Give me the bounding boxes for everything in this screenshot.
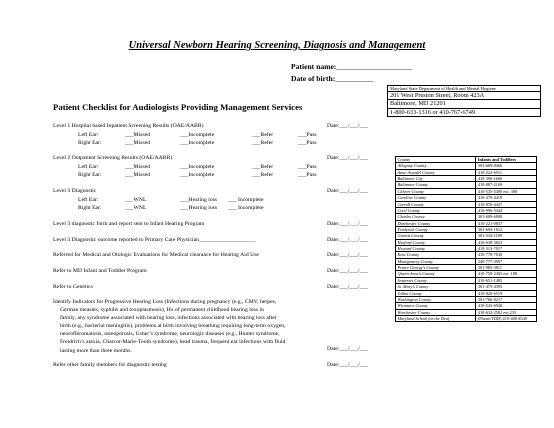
patient-name-label: Patient name: <box>291 62 337 71</box>
checklist-subtitle: Patient Checklist for Audiologists Providing Management Services <box>53 102 303 112</box>
level1-right-ear-incomplete[interactable]: ___Incomplete <box>180 140 215 146</box>
county-name: Queen Anne’s County <box>396 271 476 277</box>
level2-right-ear-label: Right Ear: <box>78 172 102 178</box>
level3-form-date[interactable]: Date:___/___/___ <box>327 221 369 227</box>
county-name: Frederick County <box>396 226 476 232</box>
county-phone: 410-479-4419 <box>476 195 537 201</box>
county-phone: 410-638-3823 <box>476 239 537 245</box>
county-name: Charles County <box>396 214 476 220</box>
dob-field[interactable]: __________ <box>335 74 374 83</box>
level1-left-ear-refer[interactable]: ___Refer <box>252 132 274 138</box>
county-name: Somerset County <box>396 277 476 283</box>
level2-left-ear-incomplete[interactable]: ___Incomplete <box>180 164 215 170</box>
county-name: Carroll County <box>396 201 476 207</box>
county-name: Allegany County <box>396 163 476 169</box>
level3-right-ear-incomplete[interactable]: ___ Incomplete <box>228 205 264 211</box>
county-phone: 410-221-0837 <box>476 220 537 226</box>
county-phone: 410-651-1485 <box>476 277 537 283</box>
county-name: Caroline County <box>396 195 476 201</box>
level1-right-ear-refer[interactable]: ___Refer <box>252 140 274 146</box>
indicators-date[interactable]: Date:___/___/___ <box>327 346 369 352</box>
county-name: Maryland School for the Deaf <box>396 315 476 321</box>
county-name: Kent County <box>396 252 476 258</box>
level2-right-ear-missed[interactable]: ___Missed <box>125 172 150 178</box>
county-phone: 410-820-6519 <box>476 290 537 296</box>
dob-row <box>291 74 373 83</box>
county-name: Dorchester County <box>396 220 476 226</box>
level2-left-ear-pass[interactable]: ___Pass <box>298 164 317 170</box>
county-phone: 301-334-1189 <box>476 233 537 239</box>
county-phone: 410-543-6920 <box>476 303 537 309</box>
county-phone: 301-766-8217 <box>476 296 537 302</box>
county-phone: 240-777-3997 <box>476 258 537 264</box>
level1-right-ear-pass[interactable]: ___Pass <box>298 140 317 146</box>
county-name: Wicomico County <box>396 303 476 309</box>
referred-otologic: Referred for Medical and Otologic Evaluations for Medical clearance for Hearing Aid Use <box>53 252 259 258</box>
level1-left-ear-label: Left Ear: <box>78 132 99 138</box>
county-name: Garrett County <box>396 233 476 239</box>
county-name: Baltimore City <box>396 176 476 182</box>
county-phone: 410-887-2169 <box>476 182 537 188</box>
level1-date[interactable]: Date:___/___/___ <box>327 123 369 129</box>
level3-date[interactable]: Date:___/___/___ <box>327 188 369 194</box>
infants-toddlers-column-header: Infants and Toddlers <box>476 157 537 163</box>
county-name: Prince George’s County <box>396 265 476 271</box>
level3-left-ear-wnl[interactable]: ___WNL <box>125 197 147 203</box>
county-name: St. Mary’s County <box>396 284 476 290</box>
level3-right-ear-wnl[interactable]: ___WNL <box>125 205 147 211</box>
county-phone: 301-609-6808 <box>476 214 537 220</box>
level3-right-ear-label: Right Ear: <box>78 205 102 211</box>
level3-right-ear-hearing-loss[interactable]: ___Hearing loss <box>180 205 218 211</box>
level2-right-ear-refer[interactable]: ___Refer <box>252 172 274 178</box>
level2-heading: Level 2 Outpatient Screening Results (OAE/AABR) <box>53 155 173 161</box>
level2-right-ear-pass[interactable]: ___Pass <box>298 172 317 178</box>
patient-name-row <box>291 62 412 71</box>
level2-left-ear-missed[interactable]: ___Missed <box>125 164 150 170</box>
level1-left-ear-missed[interactable]: ___Missed <box>125 132 150 138</box>
county-phone: 410-758-2403 ext. 188 <box>476 271 537 277</box>
level2-date[interactable]: Date:___/___/___ <box>327 155 369 161</box>
county-phone: 301-475-4393 <box>476 284 537 290</box>
county-phone: 410-876-4437 <box>476 201 537 207</box>
physician-field[interactable]: ____________________ <box>198 237 256 243</box>
county-phone: 301-694-1612 <box>476 226 537 232</box>
county-contacts-table <box>395 156 537 322</box>
county-phone: 301-985-3811 <box>476 265 537 271</box>
address-box <box>387 85 541 117</box>
county-name: Calvert County <box>396 188 476 194</box>
refer-genetics: Refer to Genetics <box>53 284 93 290</box>
address-phone: 1-800-633-1316 or 410-767-6749 <box>390 108 475 116</box>
county-name: Anne Arundel County <box>396 169 476 175</box>
county-phone: 301-689-8466 <box>476 163 537 169</box>
refer-family-date[interactable]: Date:___/___/___ <box>327 362 369 368</box>
level1-left-ear-incomplete[interactable]: ___Incomplete <box>180 132 215 138</box>
county-name: Worchester County <box>396 309 476 315</box>
county-phone: 410-778-7038 <box>476 252 537 258</box>
level1-right-ear-label: Right Ear: <box>78 140 102 146</box>
level3-form-sent: Level 3 diagnostic form and report sent to Infant Hearing Program <box>53 221 205 227</box>
level2-left-ear-label: Left Ear: <box>78 164 99 170</box>
county-phone: 410-222-6911 <box>476 169 537 175</box>
level1-heading: Level 1 Hospital based Inpatient Screening Results (OAE/AABR) <box>53 123 204 129</box>
level3-heading: Level 3 Diagnostic <box>53 188 97 194</box>
county-name: Cecil County <box>396 207 476 213</box>
county-phone: 410-535-5400 ext. 388 <box>476 188 537 194</box>
level3-outcome-date[interactable]: Date:___/___/___ <box>327 237 369 243</box>
address-city: Baltimore, MD 21201 <box>388 100 540 108</box>
level1-right-ear-missed[interactable]: ___Missed <box>125 140 150 146</box>
county-phone: 410-313-7017 <box>476 246 537 252</box>
level2-right-ear-incomplete[interactable]: ___Incomplete <box>180 172 215 178</box>
county-name: Talbot County <box>396 290 476 296</box>
address-street: 201 West Preston Street, Room 423A <box>388 92 540 100</box>
county-name: Washington County <box>396 296 476 302</box>
county-phone: 410-632-2582 ext.233 <box>476 309 537 315</box>
county-column-header: County <box>396 157 476 163</box>
county-name: Montgomery County <box>396 258 476 264</box>
county-name: Baltimore County <box>396 182 476 188</box>
refer-genetics-date[interactable]: Date:___/___/___ <box>327 284 369 290</box>
refer-family-members: Refer other family members for diagnostic testing <box>53 362 167 368</box>
refer-md-program: Refer to MD Infant and Toddler Program <box>53 268 147 274</box>
level3-left-ear-hearing-loss[interactable]: ___Hearing loss <box>180 197 218 203</box>
county-phone: 410-996-5444 <box>476 207 537 213</box>
dob-label: Date of birth: <box>291 74 336 83</box>
county-phone: (Phone/TDD) 410-480-4540 <box>476 315 537 321</box>
level3-left-ear-incomplete[interactable]: ___ Incomplete <box>228 197 264 203</box>
level3-outcome-reported: Level 3 Diagnostic outcome reported to Primary Care Physician____________________ <box>53 237 256 243</box>
page-title: Universal Newborn Hearing Screening, Diagnosis and Management <box>128 40 426 51</box>
table-row <box>396 315 537 321</box>
progressive-indicators: Identify Indicators for Progressive Hearing Loss (Infections during pregnancy (e.g., CMV, herpes, German measles, syphilis and toxoplasmosis), Hx of permanent childhood hearing loss in family, any syndrome associated with hearing loss, infections associated with hearing loss after birth (e.g., bacterial meningitis), problems at birth involving breathing requiring long-term oxygen, neurofibromatosis, osteoporosis, Usher’s syndrome, neurologic diseases (e.g., Hunter syndrome, Freidrich’s ataxia, Charcot-Marie-Tooth syndrome), head trauma, frequent ear infections with fluid lasting more than three months. <box>53 299 286 354</box>
refer-md-date[interactable]: Date:___/___/___ <box>327 268 369 274</box>
level1-left-ear-pass[interactable]: ___Pass <box>298 132 317 138</box>
level2-left-ear-refer[interactable]: ___Refer <box>252 164 274 170</box>
county-phone: 410-396-1666 <box>476 176 537 182</box>
county-name: Howard County <box>396 246 476 252</box>
county-name: Harford County <box>396 239 476 245</box>
patient-name-field[interactable]: ____________________ <box>336 62 413 71</box>
level3-left-ear-label: Left Ear: <box>78 197 99 203</box>
otologic-date[interactable]: Date:___/___/___ <box>327 252 369 258</box>
address-header: Maryland State Department of Health and Mental Hygiene <box>388 86 540 92</box>
